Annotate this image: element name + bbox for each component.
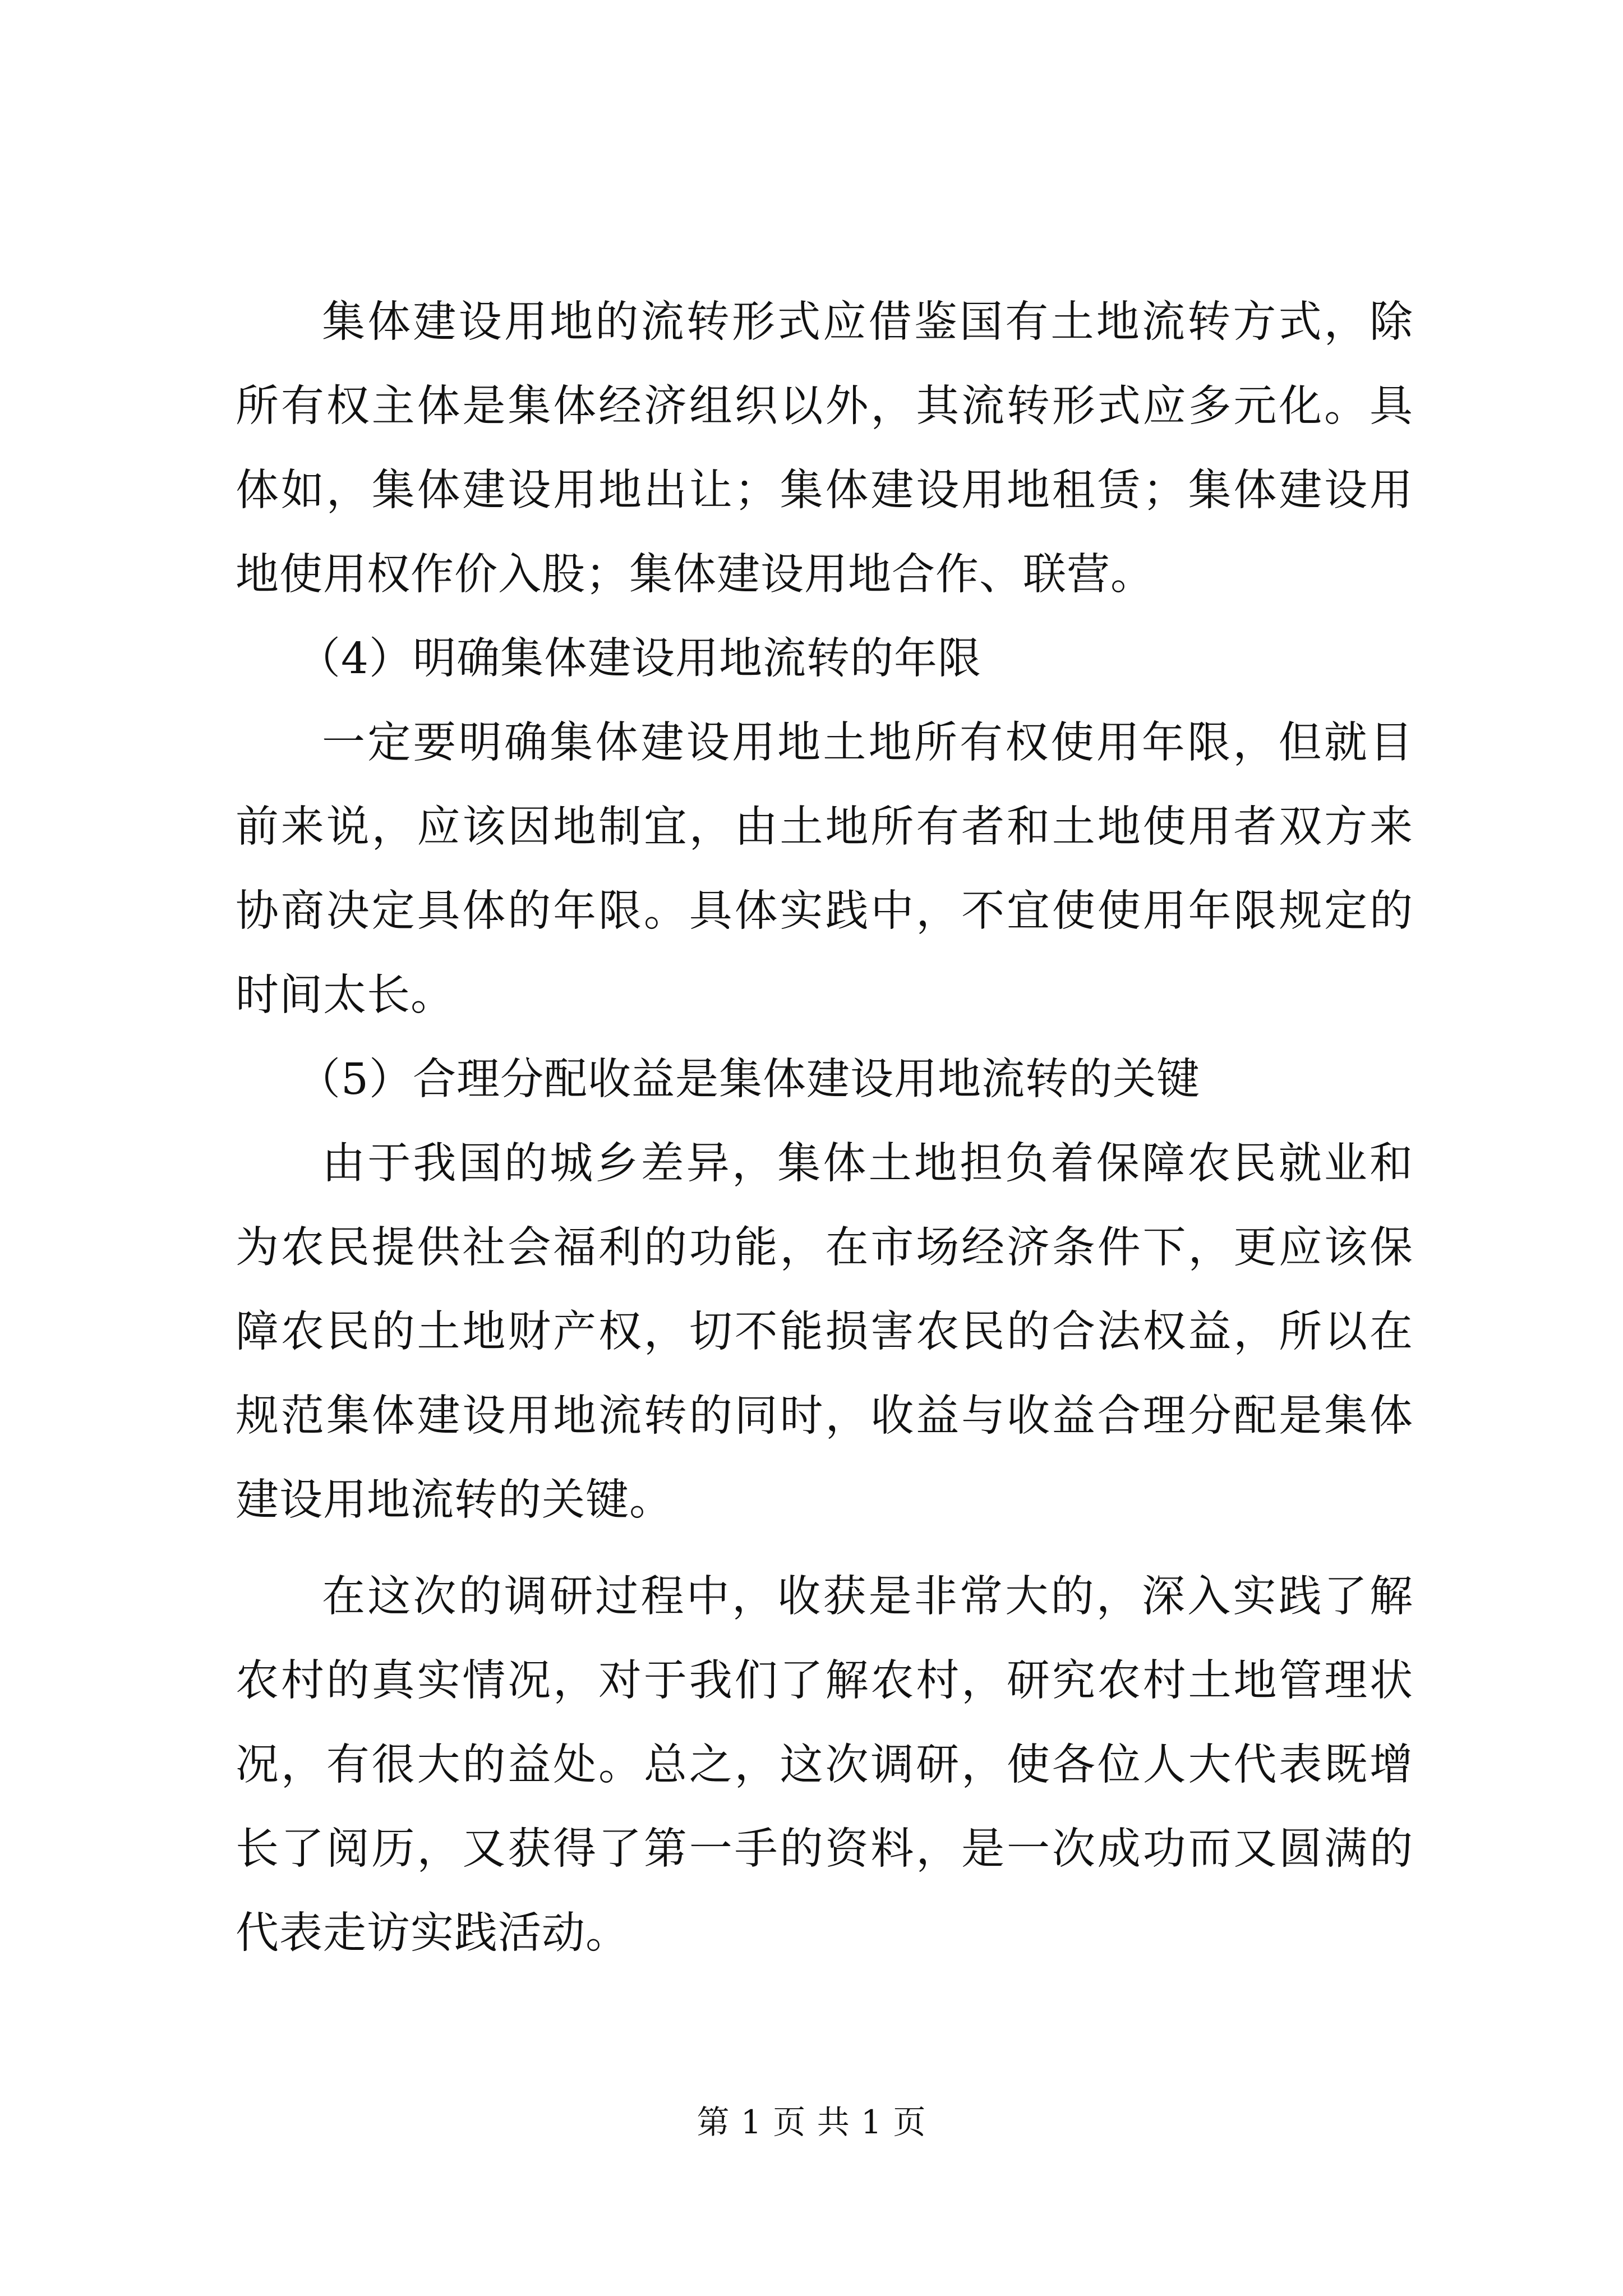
heading-4-transfer-term: （4）明确集体建设用地流转的年限 — [297, 634, 981, 684]
paragraph-conclusion: 在这次的调研过程中，收获是非常大的，深入实践了解农村的真实情况，对于我们了解农村，研究农村土地管理状况，有很大的益处。总之，这次调研，使各位人大代表既增长了阅历，又获得了第一手的资料，是一次成功而又圆满的代表走访实践活动。 — [236, 1572, 1413, 1958]
paragraph-income-distribution: 由于我国的城乡差异，集体土地担负着保障农民就业和为农民提供社会福利的功能，在市场经济条件下，更应该保障农民的土地财产权，切不能损害农民的合法权益，所以在规范集体建设用地流转的同时，收益与收益合理分配是集体建设用地流转的关键。 — [236, 1139, 1413, 1525]
page-number-footer: 第 1 页 共 1 页 — [697, 2103, 926, 2141]
heading-5-income-distribution: （5）合理分配收益是集体建设用地流转的关键 — [297, 1055, 1200, 1105]
document-body — [236, 280, 1413, 1976]
paragraph-transfer-term: 一定要明确集体建设用地土地所有权使用年限，但就目前来说，应该因地制宜，由土地所有者和土地使用者双方来协商决定具体的年限。具体实践中，不宜使使用年限规定的时间太长。 — [236, 718, 1413, 1020]
paragraph-transfer-forms: 集体建设用地的流转形式应借鉴国有土地流转方式，除所有权主体是集体经济组织以外，其流转形式应多元化。具体如，集体建设用地出让；集体建设用地租赁；集体建设用地使用权作价入股；集体建设用地合作、联营。 — [236, 297, 1413, 600]
